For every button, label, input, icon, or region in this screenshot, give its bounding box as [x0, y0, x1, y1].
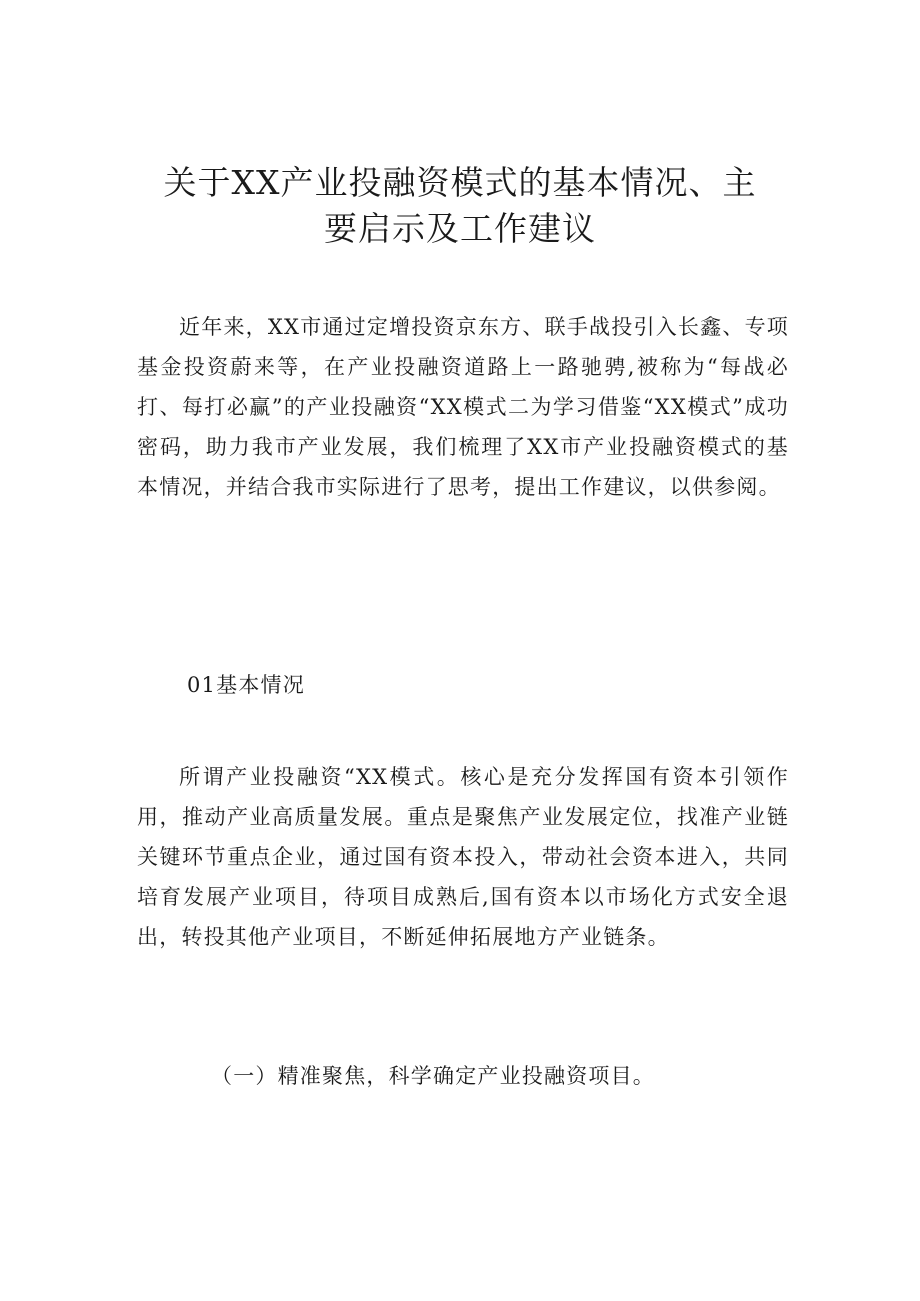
section-heading: 01基本情况	[187, 673, 305, 697]
section-paragraph: 所谓产业投融资“XX模式。核心是充分发挥国有资本引领作用，推动产业高质量发展。重点是聚焦产业发展定位，找准产业链关键环节重点企业，通过国有资本投入，带动社会资本进入，共同培育发展产业项目，待项目成熟后,国有资本以市场化方式安全退出，转投其他产业项目，不断延伸拓展地方产业链条。	[137, 765, 789, 949]
title-line-2: 要启示及工作建议	[324, 209, 596, 248]
title-line-1: 关于XX产业投融资模式的基本情况、主	[163, 163, 757, 202]
intro-paragraph: 近年来，XX市通过定增投资京东方、联手战投引入长鑫、专项基金投资蔚来等，在产业投融资道路上一路驰骋,被称为“每战必打、每打必赢”的产业投融资“XX模式二为学习借鉴“XX模式”成功密码，助力我市产业发展，我们梳理了XX市产业投融资模式的基本情况，并结合我市实际进行了思考，提出工作建议，以供参阅。	[137, 315, 789, 499]
document-title	[130, 160, 790, 252]
subsection-heading: （一）精准聚焦，科学确定产业投融资项目。	[211, 1064, 655, 1088]
